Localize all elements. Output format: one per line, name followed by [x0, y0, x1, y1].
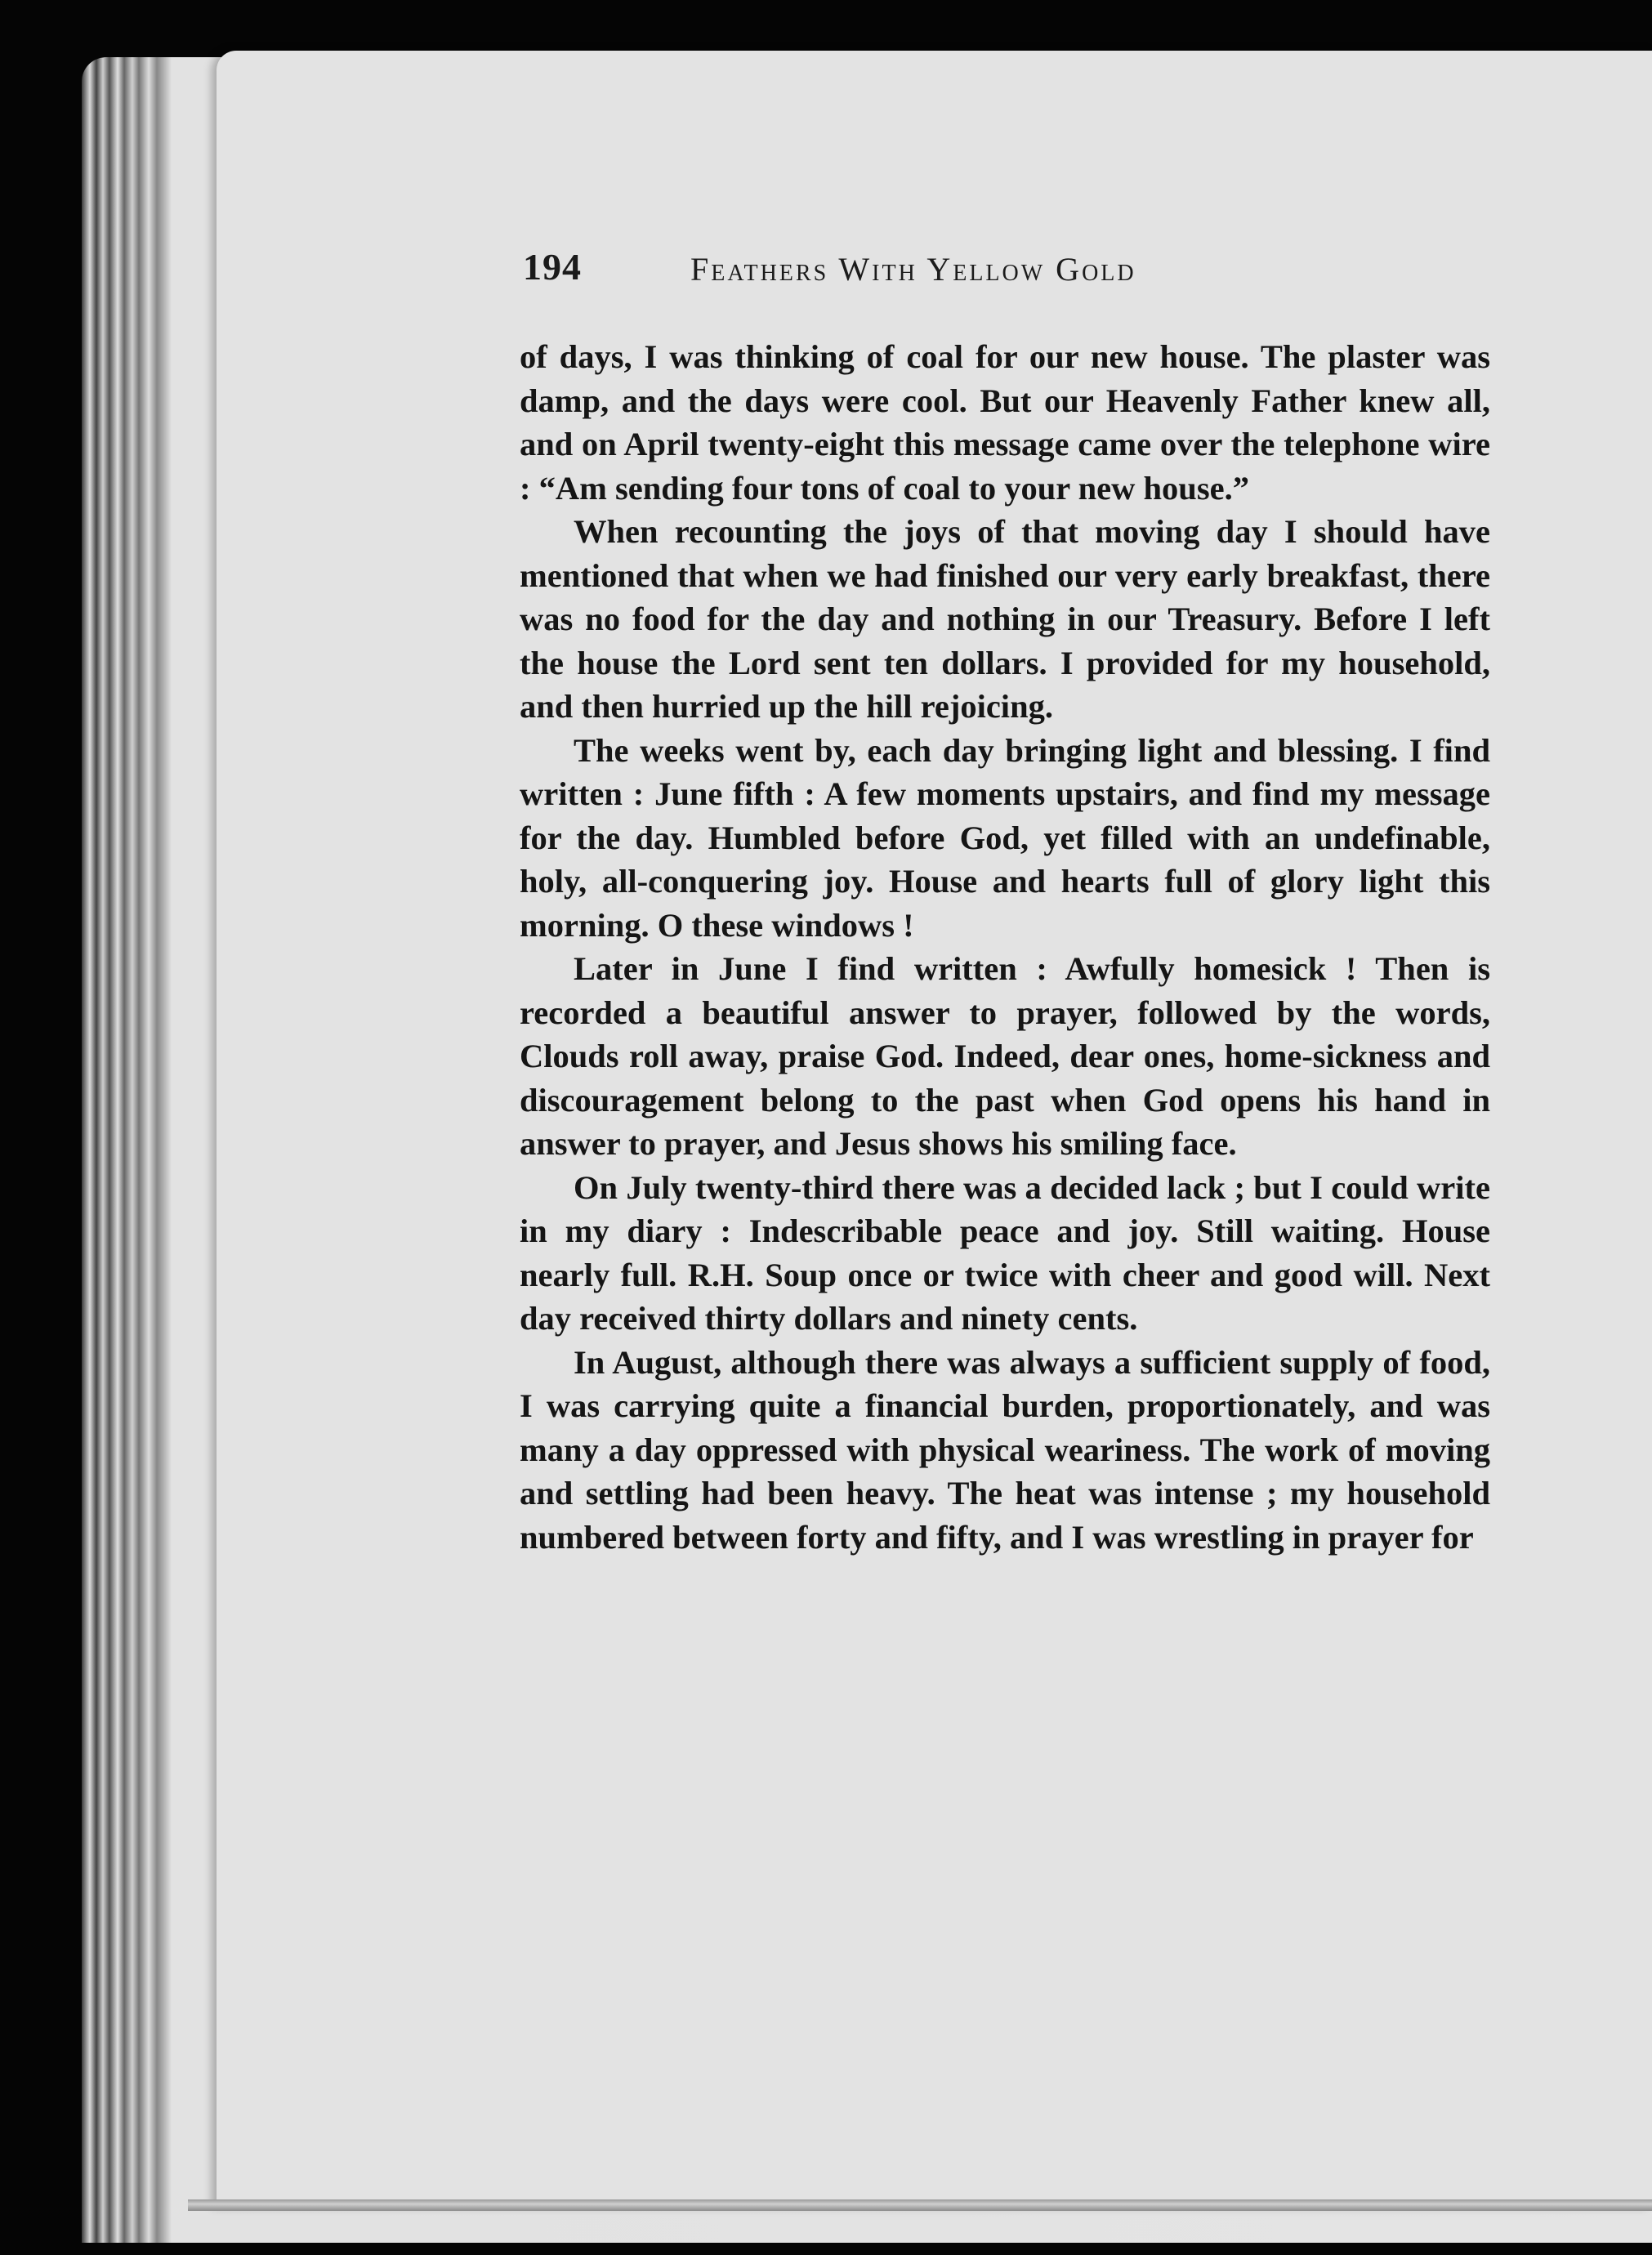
- page-bottom-edge: [188, 2199, 1652, 2211]
- book-title: Feathers With Yellow Gold: [690, 251, 1136, 288]
- body-text: [520, 335, 1490, 1559]
- running-head: [523, 245, 1487, 294]
- page-number: 194: [523, 246, 582, 288]
- paragraph: When recounting the joys of that moving day I should have mentioned that when we had finished our very early breakfast, there was no food for the day and nothing in our Treasury. Before I left the house the Lord sent ten dollars. I provided for my household, and then hurried up the hill rejoicing.: [520, 513, 1490, 725]
- paragraph: of days, I was thinking of coal for our new house. The plaster was damp, and the days were cool. But our Heavenly Father knew all, and on April twenty-eight this message came over the telephone wire : “Am sending four tons of coal to your new house.”: [520, 338, 1490, 507]
- paragraph: Later in June I find written : Awfully homesick ! Then is recorded a beautiful answer to prayer, followed by the words, Clouds roll away, praise God. Indeed, dear ones, home-sickness and discouragement belong to the past when God opens his hand in answer to prayer, and Jesus shows his smiling face.: [520, 950, 1490, 1162]
- paragraph: On July twenty-third there was a decided lack ; but I could write in my diary : Indescribable peace and joy. Still waiting. House nearly full. R.H. Soup once or twice with cheer and good will. Next day received thirty dollars and ninety cents.: [520, 1168, 1490, 1337]
- paragraph: The weeks went by, each day bringing light and blessing. I find written : June fifth : A few moments upstairs, and find my message for the day. Humbled before God, yet filled with an undefinable, holy, all-conquering joy. House and hearts full of glory light this morning. O these windows !: [520, 731, 1490, 944]
- paragraph: In August, although there was always a sufficient supply of food, I was carrying quite a financial burden, proportionately, and was many a day oppressed with physical weariness. The work of moving and settling had been heavy. The heat was intense ; my household numbered between forty and fifty, and I was wrestling in prayer for: [520, 1343, 1490, 1556]
